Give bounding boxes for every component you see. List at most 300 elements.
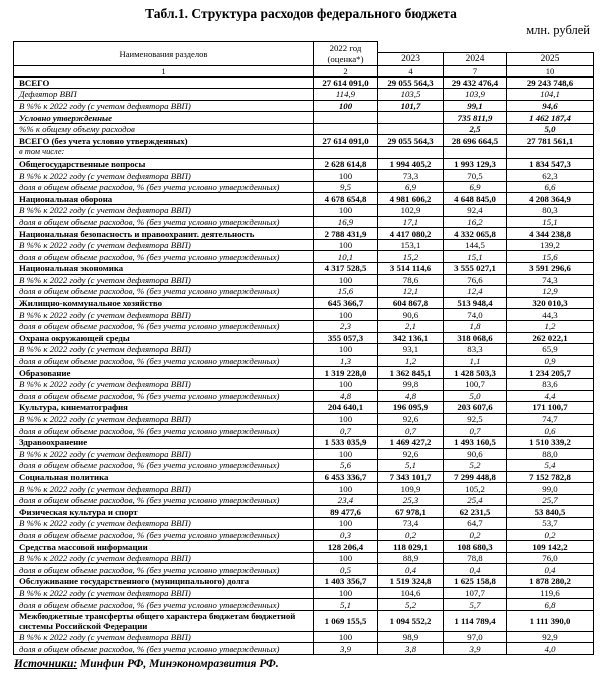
table-row [14,100,594,112]
row-value: 118 029,1 [378,541,444,553]
row-value: 3 591 296,6 [507,263,594,275]
row-value: 100 [314,344,378,356]
row-label: Здравоохранение [14,436,314,448]
table-row [14,170,594,182]
row-value: 99,1 [444,100,507,112]
row-value: 100 [314,448,378,460]
row-value: 3,9 [444,643,507,655]
row-value: 0,6 [507,425,594,437]
table-row [14,483,594,495]
table-row [14,123,594,135]
table-row [14,576,594,588]
row-value: 6 453 336,7 [314,471,378,483]
row-value: 1 533 035,9 [314,436,378,448]
units-label: млн. рублей [526,23,590,37]
row-value: 2,1 [378,320,444,332]
row-value: 1 993 129,3 [444,158,507,170]
table-row [14,413,594,425]
row-value: 196 095,9 [378,402,444,414]
col-number: 10 [507,66,594,78]
row-value: 139,2 [507,239,594,251]
row-value [314,123,378,135]
row-value: 17,1 [378,216,444,228]
header-sections: Наименования разделов [14,42,314,66]
table-row [14,89,594,101]
row-value [378,123,444,135]
row-value: 29 432 476,4 [444,77,507,89]
row-label: Национальная оборона [14,193,314,205]
row-value: 62 231,5 [444,506,507,518]
row-value: 5,0 [507,123,594,135]
table-row [14,135,594,147]
row-label: Средства массовой информации [14,541,314,553]
row-value: 1 428 503,3 [444,367,507,379]
row-value: 70,5 [444,170,507,182]
row-value: 4 678 654,8 [314,193,378,205]
row-value: 604 867,8 [378,297,444,309]
row-value: 76,0 [507,552,594,564]
row-value: 5,0 [444,390,507,402]
table-row [14,181,594,193]
row-value: 53,7 [507,518,594,530]
row-value: 92,5 [444,413,507,425]
row-value: 735 811,9 [444,112,507,124]
sources-text: Минфин РФ, Минэкономразвития РФ. [77,658,279,670]
row-label: В %% к 2022 году (с учетом дефлятора ВВП) [14,100,314,112]
row-value: 25,7 [507,494,594,506]
table-row [14,77,594,89]
row-value: 5,1 [378,460,444,472]
row-value: 0,2 [444,529,507,541]
row-value: 100 [314,378,378,390]
row-value: 29 055 564,3 [378,135,444,147]
row-label: Охрана окружающей среды [14,332,314,344]
table-row [14,344,594,356]
row-value: 4 648 845,0 [444,193,507,205]
row-label: В %% к 2022 году (с учетом дефлятора ВВП) [14,631,314,643]
row-value: 2,5 [444,123,507,135]
row-value: 5,1 [314,599,378,611]
row-value: 6,8 [507,599,594,611]
row-value: 100 [314,274,378,286]
row-label: Межбюджетные трансферты общего характера бюджетам бюджетной системы Российской Федерации [14,610,314,631]
table-row [14,158,594,170]
row-value: 0,4 [507,564,594,576]
row-label: Национальная экономика [14,263,314,275]
table-row [14,506,594,518]
row-value: 1 114 789,4 [444,610,507,631]
row-label: В %% к 2022 году (с учетом дефлятора ВВП) [14,205,314,217]
row-value: 15,6 [314,286,378,298]
table-row [14,251,594,263]
row-value: 7 343 101,7 [378,471,444,483]
row-value: 74,7 [507,413,594,425]
row-value: 0,2 [378,529,444,541]
row-value: 1,2 [507,320,594,332]
row-value: 107,7 [444,587,507,599]
table-row [14,587,594,599]
row-value: 4 344 238,8 [507,228,594,240]
row-value: 1 111 390,0 [507,610,594,631]
row-value: 204 640,1 [314,402,378,414]
row-value: 83,3 [444,344,507,356]
row-value: 513 948,4 [444,297,507,309]
row-label: доля в общем объеме расходов, % (без учета условно утвержденных) [14,181,314,193]
row-label: В %% к 2022 году (с учетом дефлятора ВВП) [14,378,314,390]
row-label: доля в общем объеме расходов, % (без учета условно утвержденных) [14,355,314,367]
row-value: 203 607,6 [444,402,507,414]
row-value: 83,6 [507,378,594,390]
row-value: 97,0 [444,631,507,643]
row-label: В %% к 2022 году (с учетом дефлятора ВВП) [14,448,314,460]
table-row [14,320,594,332]
row-value: 5,2 [378,599,444,611]
row-value: 100 [314,205,378,217]
row-value: 100 [314,587,378,599]
row-value: 78,8 [444,552,507,564]
row-value: 2 788 431,9 [314,228,378,240]
table-row [14,355,594,367]
row-value: 100 [314,518,378,530]
row-value [378,147,444,159]
row-value: 1 319 228,0 [314,367,378,379]
row-value: 342 136,1 [378,332,444,344]
row-value: 0,7 [378,425,444,437]
row-value: 4,8 [378,390,444,402]
row-value: 128 206,4 [314,541,378,553]
row-label: В %% к 2022 году (с учетом дефлятора ВВП) [14,413,314,425]
row-value: 92,6 [378,413,444,425]
header-2022-line2: (оценка*) [327,53,364,64]
row-value: 99,8 [378,378,444,390]
row-value: 15,1 [444,251,507,263]
row-value: 6,6 [507,181,594,193]
row-value: 88,0 [507,448,594,460]
table-row [14,471,594,483]
row-value: 100 [314,100,378,112]
row-value: 1 462 187,4 [507,112,594,124]
row-label: доля в общем объеме расходов, % (без учета условно утвержденных) [14,425,314,437]
row-label: в том числе: [14,147,314,159]
row-label: доля в общем объеме расходов, % (без учета условно утвержденных) [14,286,314,298]
row-label: Физическая культура и спорт [14,506,314,518]
row-value: 3 514 114,6 [378,263,444,275]
row-value: 15,6 [507,251,594,263]
table-row [14,274,594,286]
table-row [14,599,594,611]
row-value: 4,8 [314,390,378,402]
row-label: Обслуживание государственного (муниципального) долга [14,576,314,588]
row-value: 318 068,6 [444,332,507,344]
row-value: 10,1 [314,251,378,263]
row-label: В %% к 2022 году (с учетом дефлятора ВВП) [14,274,314,286]
col-number: 7 [444,66,507,78]
row-value: 90,6 [378,309,444,321]
row-label: Дефлятор ВВП [14,89,314,101]
row-label: доля в общем объеме расходов, % (без учета условно утвержденных) [14,320,314,332]
row-value: 92,4 [444,205,507,217]
sources-note [14,658,602,670]
table-row [14,610,594,631]
row-value: 1 234 205,7 [507,367,594,379]
row-value: 262 022,1 [507,332,594,344]
row-value: 29 055 564,3 [378,77,444,89]
sources-label: Источники: [14,658,78,670]
table-row [14,193,594,205]
row-label: ВСЕГО [14,77,314,89]
row-value: 7 152 782,8 [507,471,594,483]
row-value: 4,0 [507,643,594,655]
row-value: 4 332 065,8 [444,228,507,240]
row-value: 64,7 [444,518,507,530]
row-label: ВСЕГО (без учета условно утвержденных) [14,135,314,147]
row-value: 67 978,1 [378,506,444,518]
table-row [14,518,594,530]
row-label: доля в общем объеме расходов, % (без учета условно утвержденных) [14,643,314,655]
table-row [14,286,594,298]
row-value: 109 142,2 [507,541,594,553]
row-value: 1 994 405,2 [378,158,444,170]
row-value: 1,1 [444,355,507,367]
row-value: 93,1 [378,344,444,356]
row-value: 105,2 [444,483,507,495]
row-value: 100 [314,631,378,643]
col-number: 2 [314,66,378,78]
row-value: 25,3 [378,494,444,506]
row-value: 92,6 [378,448,444,460]
row-value: 100 [314,239,378,251]
row-value: 44,3 [507,309,594,321]
row-value: 2,3 [314,320,378,332]
row-value [314,112,378,124]
row-value: 15,2 [378,251,444,263]
row-value: 25,4 [444,494,507,506]
row-value: 100,7 [444,378,507,390]
table-row [14,460,594,472]
table-row [14,147,594,159]
row-value: 100 [314,483,378,495]
row-value: 0,4 [444,564,507,576]
header-row-numbers [14,66,594,78]
row-label: В %% к 2022 году (с учетом дефлятора ВВП) [14,170,314,182]
row-value: 0,4 [378,564,444,576]
row-value: 100 [314,309,378,321]
row-value: 2 628 614,8 [314,158,378,170]
row-label: доля в общем объеме расходов, % (без учета условно утвержденных) [14,529,314,541]
row-value: 78,6 [378,274,444,286]
row-value: 0,3 [314,529,378,541]
row-value: 1 094 552,2 [378,610,444,631]
row-value: 23,4 [314,494,378,506]
row-value: 100 [314,170,378,182]
row-value: 104,1 [507,89,594,101]
row-value: 5,4 [507,460,594,472]
row-value: 4 417 080,2 [378,228,444,240]
row-label: доля в общем объеме расходов, % (без учета условно утвержденных) [14,494,314,506]
row-value: 3,9 [314,643,378,655]
header-2025: 2025 [507,53,594,66]
row-value: 100 [314,413,378,425]
table-row [14,378,594,390]
row-value: 100 [314,552,378,564]
table-row [14,494,594,506]
row-value: 88,9 [378,552,444,564]
row-value: 1 493 160,5 [444,436,507,448]
row-value: 0,7 [314,425,378,437]
row-value: 5,6 [314,460,378,472]
row-value: 62,3 [507,170,594,182]
row-value [507,147,594,159]
row-label: доля в общем объеме расходов, % (без учета условно утвержденных) [14,251,314,263]
row-label: Условно утвержденные [14,112,314,124]
table-row [14,564,594,576]
row-value: 12,9 [507,286,594,298]
table-row [14,332,594,344]
row-value: 144,5 [444,239,507,251]
table-row [14,309,594,321]
row-value: 102,9 [378,205,444,217]
row-value: 65,9 [507,344,594,356]
row-value: 1,2 [378,355,444,367]
row-value: 94,6 [507,100,594,112]
table-row [14,216,594,228]
table-row [14,239,594,251]
table-row [14,643,594,655]
header-2022 [314,42,378,66]
row-label: доля в общем объеме расходов, % (без учета условно утвержденных) [14,390,314,402]
row-value: 3 555 027,1 [444,263,507,275]
row-value: 12,1 [378,286,444,298]
row-value: 101,7 [378,100,444,112]
row-label: Общегосударственные вопросы [14,158,314,170]
row-value: 5,7 [444,599,507,611]
row-value: 355 057,3 [314,332,378,344]
row-value: 53 840,5 [507,506,594,518]
row-label: Национальная безопасность и правоохранит. деятельность [14,228,314,240]
header-2022-line1: 2022 год [329,43,362,53]
row-value: 4 208 364,9 [507,193,594,205]
row-value: 320 010,3 [507,297,594,309]
row-value: 27 781 561,1 [507,135,594,147]
row-label: В %% к 2022 году (с учетом дефлятора ВВП) [14,483,314,495]
table-row [14,541,594,553]
row-label: В %% к 2022 году (с учетом дефлятора ВВП) [14,309,314,321]
row-value: 28 696 664,5 [444,135,507,147]
row-value: 104,6 [378,587,444,599]
table-row [14,436,594,448]
table-row [14,297,594,309]
table-row [14,112,594,124]
row-value: 16,2 [444,216,507,228]
row-label: В %% к 2022 году (с учетом дефлятора ВВП) [14,344,314,356]
table-row [14,448,594,460]
row-value: 0,2 [507,529,594,541]
row-value: 108 680,3 [444,541,507,553]
row-value: 153,1 [378,239,444,251]
row-value: 1 510 339,2 [507,436,594,448]
row-value: 29 243 748,6 [507,77,594,89]
row-value: 15,1 [507,216,594,228]
row-label: В %% к 2022 году (с учетом дефлятора ВВП) [14,552,314,564]
row-value: 4 981 606,2 [378,193,444,205]
table-row [14,228,594,240]
row-label: %% к общему объему расходов [14,123,314,135]
row-value: 98,9 [378,631,444,643]
row-value: 114,9 [314,89,378,101]
row-value: 645 366,7 [314,297,378,309]
budget-table [13,41,594,655]
row-value: 109,9 [378,483,444,495]
row-value: 80,3 [507,205,594,217]
row-label: В %% к 2022 году (с учетом дефлятора ВВП) [14,518,314,530]
row-value: 89 477,6 [314,506,378,518]
row-value: 27 614 091,0 [314,135,378,147]
table-row [14,390,594,402]
col-number: 4 [378,66,444,78]
row-value: 27 614 091,0 [314,77,378,89]
table-row [14,263,594,275]
row-value: 76,6 [444,274,507,286]
row-value: 92,9 [507,631,594,643]
header-2023: 2023 [378,53,444,66]
table-row [14,631,594,643]
row-label: доля в общем объеме расходов, % (без учета условно утвержденных) [14,460,314,472]
row-value: 16,9 [314,216,378,228]
row-value: 6,9 [444,181,507,193]
row-label: В %% к 2022 году (с учетом дефлятора ВВП) [14,587,314,599]
row-value: 73,4 [378,518,444,530]
row-value: 73,3 [378,170,444,182]
table-row [14,367,594,379]
row-value: 0,5 [314,564,378,576]
header-row-top [14,42,594,53]
row-value: 99,0 [507,483,594,495]
row-label: доля в общем объеме расходов, % (без учета условно утвержденных) [14,599,314,611]
row-value: 1,8 [444,320,507,332]
row-label: Культура, кинематография [14,402,314,414]
row-value: 0,7 [444,425,507,437]
row-value: 119,6 [507,587,594,599]
header-notch [378,42,594,53]
row-value: 12,4 [444,286,507,298]
row-value: 3,8 [378,643,444,655]
row-value: 1 834 547,3 [507,158,594,170]
row-value: 1 069 155,5 [314,610,378,631]
row-value: 7 299 448,8 [444,471,507,483]
table-row [14,552,594,564]
row-value: 103,5 [378,89,444,101]
row-value [378,112,444,124]
row-value [444,147,507,159]
table-row [14,529,594,541]
row-value: 90,6 [444,448,507,460]
row-value: 1 878 280,2 [507,576,594,588]
row-value: 9,5 [314,181,378,193]
row-label: Жилищно-коммунальное хозяйство [14,297,314,309]
row-value: 1 403 356,7 [314,576,378,588]
table-row [14,402,594,414]
row-value: 4 317 528,5 [314,263,378,275]
row-label: доля в общем объеме расходов, % (без учета условно утвержденных) [14,564,314,576]
row-value [314,147,378,159]
row-label: В %% к 2022 году (с учетом дефлятора ВВП) [14,239,314,251]
col-number: 1 [14,66,314,78]
row-value: 74,0 [444,309,507,321]
row-value: 0,9 [507,355,594,367]
row-value: 4,4 [507,390,594,402]
row-value: 5,2 [444,460,507,472]
table-row [14,425,594,437]
